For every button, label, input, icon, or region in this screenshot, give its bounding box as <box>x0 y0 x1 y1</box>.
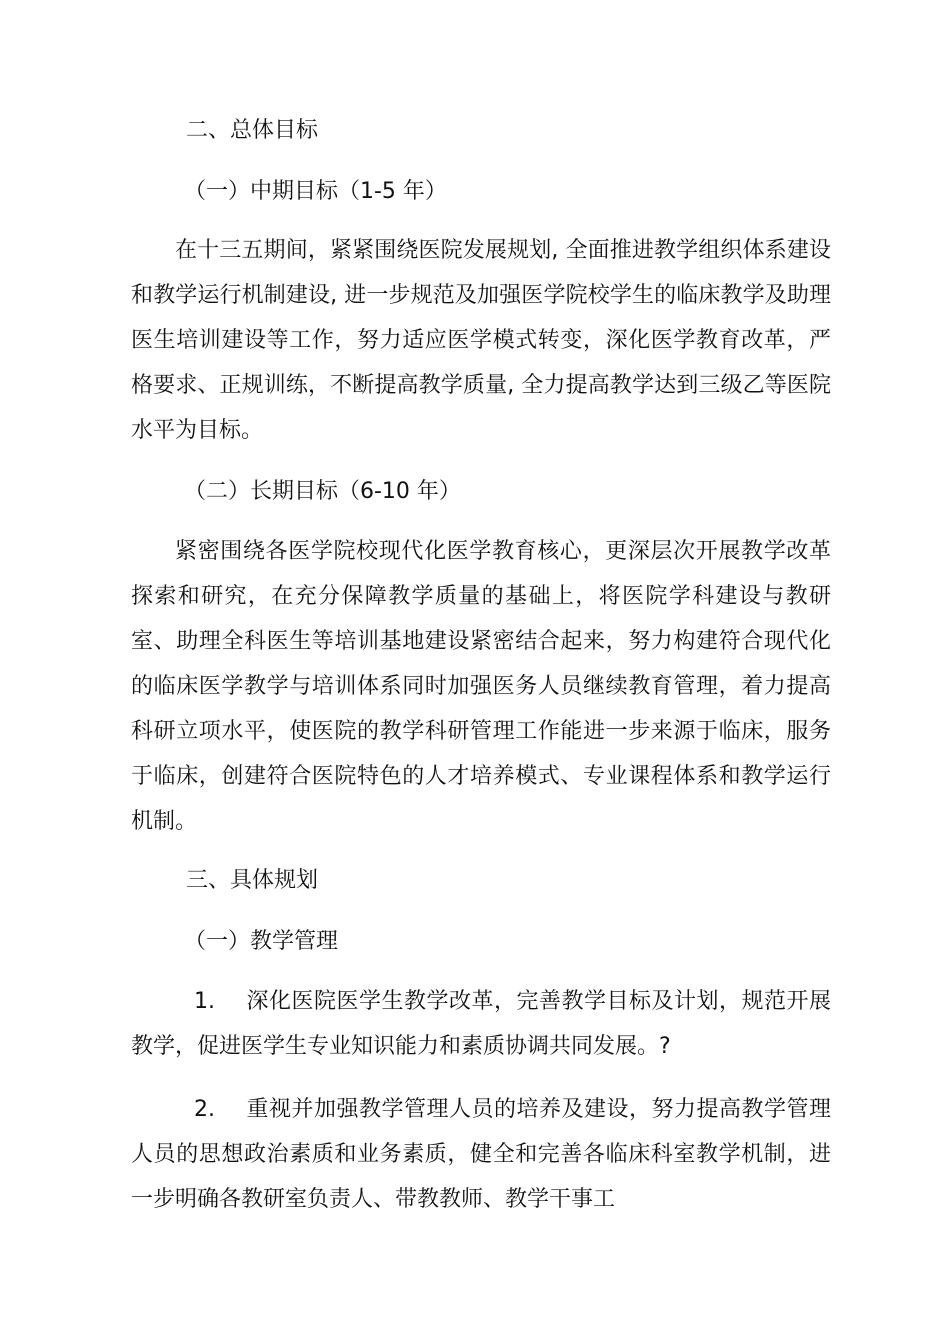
subsection-heading-long-term: （二）长期目标（6-10 年） <box>184 479 461 504</box>
list-item-number: 2. <box>194 1097 215 1122</box>
section-heading-overall-goals: 二、总体目标 <box>186 118 319 143</box>
list-item-number: 1. <box>194 989 215 1014</box>
list-item-1 <box>131 979 831 1069</box>
section-heading-specific-plan: 三、具体规划 <box>186 868 319 893</box>
subsection-heading-mid-term: （一）中期目标（1-5 年） <box>184 179 447 204</box>
list-item-text: 深化医院医学生教学改革，完善教学目标及计划，规范开展教学，促进医学生专业知识能力和素质协调共同发展。? <box>131 989 831 1059</box>
list-item-text: 重视并加强教学管理人员的培养及建设，努力提高教学管理人员的思想政治素质和业务素质，健全和完善各临床科室教学机制，进一步明确各教研室负责人、带教教师、教学干事工 <box>131 1097 831 1212</box>
paragraph-long-term: 紧密围绕各医学院校现代化医学教育核心，更深层次开展教学改革探索和研究，在充分保障教学质量的基础上，将医院学科建设与教研室、助理全科医生等培训基地建设紧密结合起来，努力构建符合现代化的临床医学教学与培训体系同时加强医务人员继续教育管理，着力提高科研立项水平，使医院的教学科研管理工作能进一步来源于临床，服务于临床，创建符合医院特色的人才培养模式、专业课程体系和教学运行机制。 <box>131 539 831 834</box>
subsection-heading-teaching-management: （一）教学管理 <box>184 929 339 954</box>
paragraph-mid-term: 在十三五期间，紧紧围绕医院发展规划, 全面推进教学组织体系建设和教学运行机制建设, 进一步规范及加强医学院校学生的临床教学及助理医生培训建设等工作，努力适应医学模式转变，深化医学教育改革，严格要求、正规训练，不断提高教学质量, 全力提高教学达到三级乙等医院水平为目标。 <box>131 238 831 443</box>
list-item-2 <box>131 1087 831 1222</box>
